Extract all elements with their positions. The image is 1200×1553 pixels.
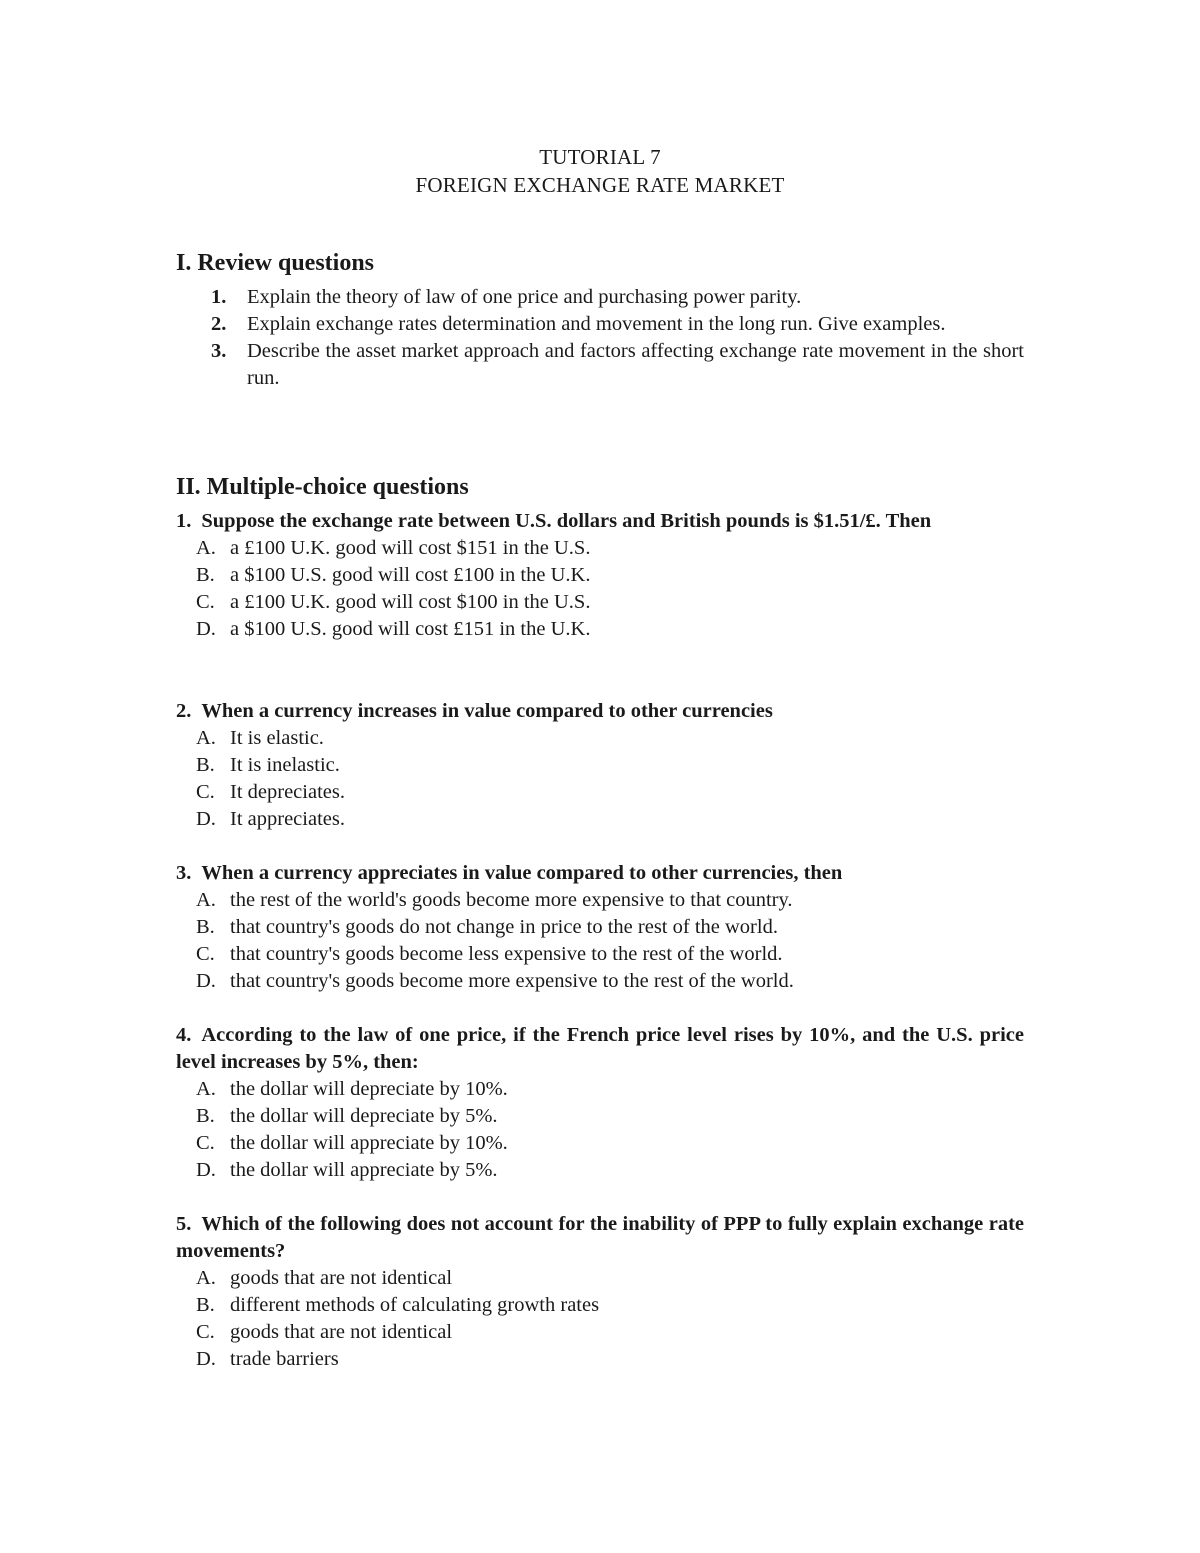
question-stem bbox=[176, 860, 1024, 887]
option-letter: D. bbox=[196, 808, 216, 830]
option-text: that country's goods become more expensive to the rest of the world. bbox=[230, 970, 794, 992]
answer-option bbox=[176, 752, 1024, 779]
answer-option bbox=[176, 562, 1024, 589]
option-letter: B. bbox=[196, 1105, 215, 1127]
answer-option bbox=[176, 1130, 1024, 1157]
review-list bbox=[176, 284, 1024, 392]
answer-option bbox=[176, 1319, 1024, 1346]
mcq-question bbox=[176, 1211, 1024, 1373]
review-item-text: Describe the asset market approach and factors affecting exchange rate movement in the short run. bbox=[247, 340, 1024, 389]
review-item bbox=[176, 338, 1024, 392]
option-text: that country's goods become less expensive to the rest of the world. bbox=[230, 943, 783, 965]
option-text: a £100 U.K. good will cost $100 in the U.S. bbox=[230, 591, 591, 613]
question-text: When a currency appreciates in value compared to other currencies, then bbox=[201, 862, 843, 884]
option-letter: A. bbox=[196, 537, 216, 559]
option-letter: C. bbox=[196, 591, 215, 613]
mcq-heading: II. Multiple-choice questions bbox=[176, 474, 469, 500]
question-stem bbox=[176, 508, 1024, 535]
answer-option bbox=[176, 535, 1024, 562]
review-item bbox=[176, 284, 1024, 311]
answer-option bbox=[176, 725, 1024, 752]
mcq-question bbox=[176, 860, 1024, 995]
review-heading: I. Review questions bbox=[176, 250, 375, 276]
option-text: the dollar will appreciate by 5%. bbox=[230, 1159, 498, 1181]
answer-option bbox=[176, 887, 1024, 914]
question-stem bbox=[176, 1022, 1024, 1076]
question-number: 1. bbox=[176, 510, 192, 532]
question-number: 4. bbox=[176, 1024, 192, 1046]
option-text: It depreciates. bbox=[230, 781, 345, 803]
option-text: the rest of the world's goods become more expensive to that country. bbox=[230, 889, 793, 911]
option-letter: B. bbox=[196, 564, 215, 586]
question-text: When a currency increases in value compared to other currencies bbox=[201, 700, 773, 722]
mcq-question bbox=[176, 698, 1024, 833]
answer-option bbox=[176, 1076, 1024, 1103]
review-item-number: 3. bbox=[211, 340, 227, 362]
option-text: It is inelastic. bbox=[230, 754, 340, 776]
question-number: 3. bbox=[176, 862, 192, 884]
option-text: trade barriers bbox=[230, 1348, 339, 1370]
question-text: According to the law of one price, if the French price level rises by 10%, and the U.S. price level increases by 5%, then: bbox=[176, 1024, 1024, 1073]
question-stem bbox=[176, 1211, 1024, 1265]
option-text: a $100 U.S. good will cost £151 in the U.K. bbox=[230, 618, 591, 640]
option-letter: C. bbox=[196, 943, 215, 965]
answer-option bbox=[176, 589, 1024, 616]
answer-option bbox=[176, 1103, 1024, 1130]
option-text: It appreciates. bbox=[230, 808, 345, 830]
answer-option bbox=[176, 914, 1024, 941]
answer-option bbox=[176, 1292, 1024, 1319]
review-item-number: 1. bbox=[211, 286, 227, 308]
title-line-2: FOREIGN EXCHANGE RATE MARKET bbox=[415, 173, 785, 197]
option-text: goods that are not identical bbox=[230, 1321, 453, 1343]
answer-option bbox=[176, 616, 1024, 643]
option-letter: C. bbox=[196, 781, 215, 803]
option-text: a $100 U.S. good will cost £100 in the U.K. bbox=[230, 564, 591, 586]
question-text: Suppose the exchange rate between U.S. dollars and British pounds is $1.51/£. Then bbox=[201, 510, 932, 532]
title-line-1: TUTORIAL 7 bbox=[539, 145, 661, 169]
option-letter: D. bbox=[196, 1348, 216, 1370]
option-text: a £100 U.K. good will cost $151 in the U.S. bbox=[230, 537, 591, 559]
option-letter: A. bbox=[196, 889, 216, 911]
question-text: Which of the following does not account for the inability of PPP to fully explain exchange rate movements? bbox=[176, 1213, 1024, 1262]
option-text: goods that are not identical bbox=[230, 1267, 453, 1289]
option-letter: B. bbox=[196, 754, 215, 776]
option-letter: C. bbox=[196, 1321, 215, 1343]
review-item-number: 2. bbox=[211, 313, 227, 335]
option-letter: A. bbox=[196, 1078, 216, 1100]
question-number: 5. bbox=[176, 1213, 192, 1235]
option-letter: D. bbox=[196, 970, 216, 992]
document-title bbox=[0, 143, 1200, 199]
option-letter: D. bbox=[196, 618, 216, 640]
answer-option bbox=[176, 1157, 1024, 1184]
mcq-question bbox=[176, 1022, 1024, 1184]
review-item bbox=[176, 311, 1024, 338]
review-item-text: Explain exchange rates determination and movement in the long run. Give examples. bbox=[247, 313, 946, 335]
option-text: different methods of calculating growth rates bbox=[230, 1294, 600, 1316]
option-letter: D. bbox=[196, 1159, 216, 1181]
mcq-question bbox=[176, 508, 1024, 643]
answer-option bbox=[176, 1346, 1024, 1373]
option-text: that country's goods do not change in price to the rest of the world. bbox=[230, 916, 778, 938]
answer-option bbox=[176, 806, 1024, 833]
option-text: the dollar will appreciate by 10%. bbox=[230, 1132, 508, 1154]
option-text: the dollar will depreciate by 10%. bbox=[230, 1078, 508, 1100]
option-letter: B. bbox=[196, 916, 215, 938]
option-letter: A. bbox=[196, 727, 216, 749]
option-text: It is elastic. bbox=[230, 727, 324, 749]
answer-option bbox=[176, 1265, 1024, 1292]
answer-option bbox=[176, 941, 1024, 968]
question-stem bbox=[176, 698, 1024, 725]
option-letter: B. bbox=[196, 1294, 215, 1316]
option-letter: A. bbox=[196, 1267, 216, 1289]
answer-option bbox=[176, 779, 1024, 806]
option-text: the dollar will depreciate by 5%. bbox=[230, 1105, 498, 1127]
answer-option bbox=[176, 968, 1024, 995]
review-item-text: Explain the theory of law of one price and purchasing power parity. bbox=[247, 286, 802, 308]
option-letter: C. bbox=[196, 1132, 215, 1154]
question-number: 2. bbox=[176, 700, 192, 722]
